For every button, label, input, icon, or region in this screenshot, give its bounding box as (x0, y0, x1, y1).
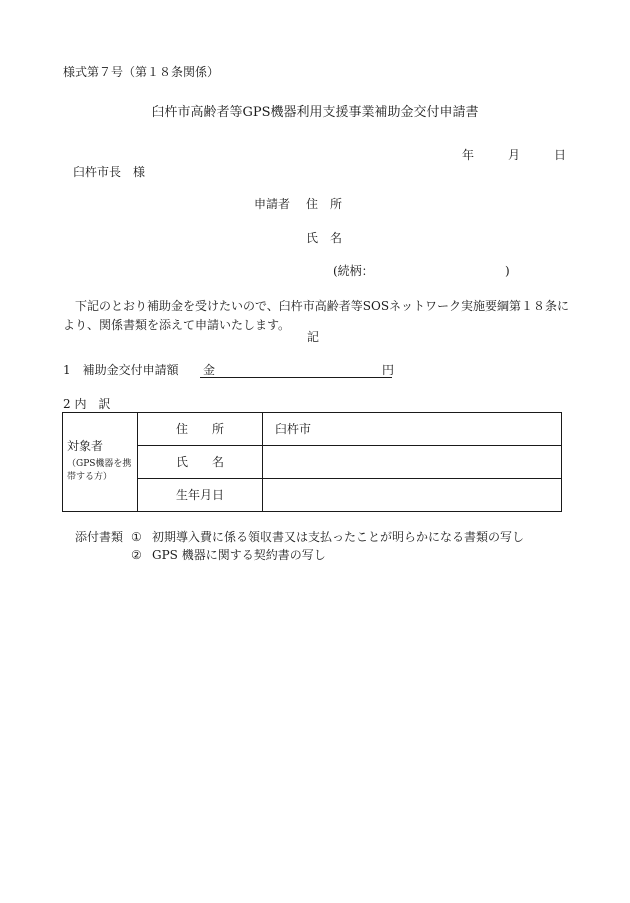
amount-underline (200, 377, 392, 378)
ki-heading: 記 (307, 330, 320, 344)
row-value (263, 479, 562, 512)
row-value: 臼杵市 (263, 413, 562, 446)
addressee: 臼杵市長 様 (73, 165, 146, 179)
date-day: 日 (554, 148, 567, 162)
attachment-text: 初期導入費に係る領収書又は支払ったことが明らかになる書類の写し (152, 530, 525, 544)
row-label: 生年月日 (138, 479, 263, 512)
row-label: 住 所 (138, 413, 263, 446)
detail-table (62, 412, 562, 512)
date-year: 年 (462, 148, 475, 162)
applicant-address-label: 住 所 (306, 197, 343, 211)
item2-label: 2 内 訳 (63, 397, 111, 411)
form-number: 様式第７号（第１８条関係） (63, 65, 220, 79)
applicant-name-label: 氏 名 (306, 231, 343, 245)
target-note: （GPS機器を携帯する方） (67, 459, 132, 482)
body-text: 下記のとおり補助金を受けたいので、臼杵市高齢者等SOSネットワーク実施要綱第１８条により、関係書類を添えて申請いたします。 (63, 299, 570, 332)
table-row (63, 446, 562, 479)
item1-label: 1 補助金交付申請額 (63, 363, 179, 377)
target-cell (63, 413, 138, 512)
attachment-text: GPS 機器に関する契約書の写し (152, 548, 326, 562)
attachment-number: ① (131, 530, 142, 544)
relationship-close: ) (505, 264, 510, 278)
table-row (63, 413, 562, 446)
row-value (263, 446, 562, 479)
relationship-label: (続柄： (333, 264, 374, 278)
amount-prefix: 金 (203, 363, 216, 377)
table-row (63, 479, 562, 512)
document-title: 臼杵市高齢者等GPS機器利用支援事業補助金交付申請書 (151, 105, 479, 120)
applicant-label: 申請者 (254, 197, 291, 211)
attachment-number: ② (131, 548, 142, 562)
attachments-label: 添付書類 (75, 530, 124, 544)
date-month: 月 (508, 148, 521, 162)
amount-suffix: 円 (382, 363, 395, 377)
target-label: 対象者 (67, 439, 104, 453)
row-label: 氏 名 (138, 446, 263, 479)
